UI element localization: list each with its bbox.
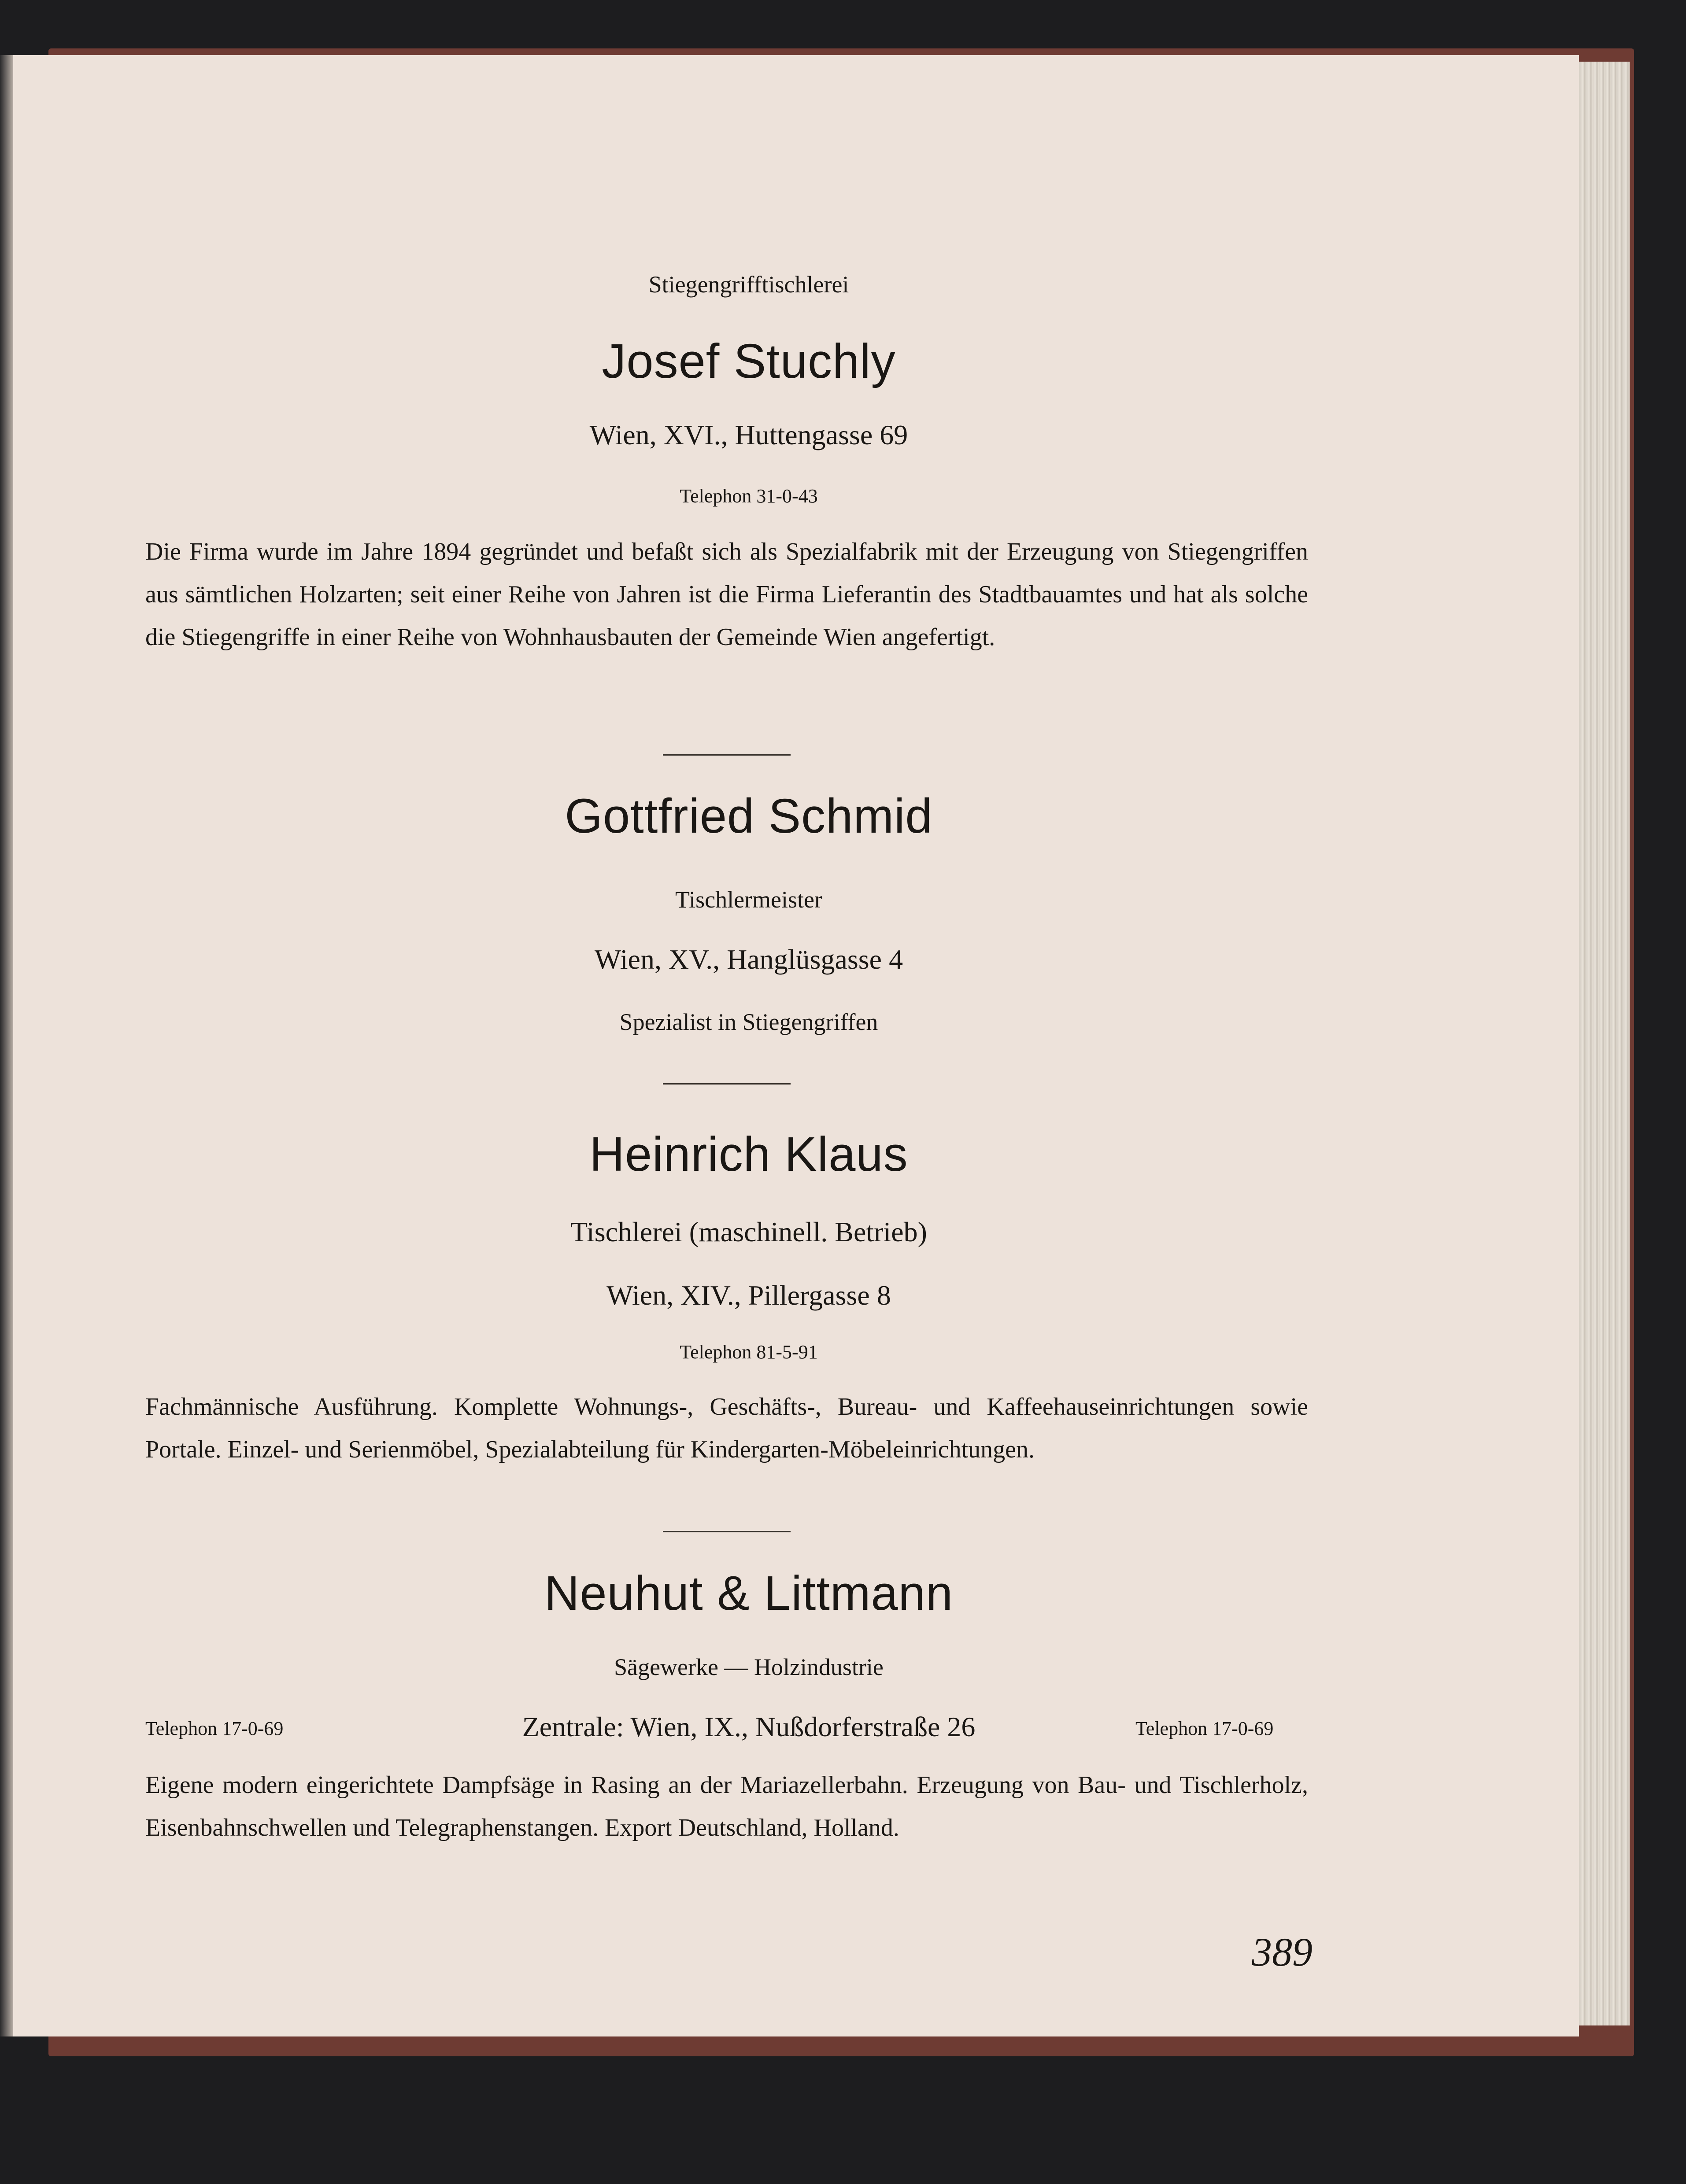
page-content (0, 55, 1579, 2036)
listing-1-name: Josef Stuchly (602, 334, 896, 388)
listing-2-specialty: Spezialist in Stiegengriffen (619, 1009, 878, 1035)
listing-3-address: Wien, XIV., Pillergasse 8 (606, 1280, 891, 1311)
listing-1-telephone: Telephon 31-0-43 (680, 485, 818, 507)
listing-1-label: Stiegengrifftischlerei (648, 271, 849, 298)
separator-rule (663, 754, 791, 756)
book-binding-shadow (0, 55, 13, 2036)
separator-rule (663, 1531, 791, 1532)
listing-4-address: Zentrale: Wien, IX., Nußdorferstraße 26 (522, 1711, 976, 1742)
listing-4-telephone-right: Telephon 17-0-69 (1135, 1718, 1274, 1739)
listing-3-name: Heinrich Klaus (589, 1127, 908, 1181)
listing-3-description: Fachmännische Ausführung. Komplette Wohnungs-, Geschäfts-, Bureau- und Kaffeehauseinrichtungen sowie Portale. Einzel- und Serienmöbel, Spezialabteilung für Kindergarten-Möbeleinrichtungen. (145, 1393, 1308, 1463)
listing-2-name: Gottfried Schmid (565, 789, 933, 843)
listing-4-label: Sägewerke — Holzindustrie (614, 1654, 884, 1680)
listing-1-description: Die Firma wurde im Jahre 1894 gegründet und befaßt sich als Spezialfabrik mit der Erzeugung von Stiegengriffen aus sämtlichen Holzarten; seit einer Reihe von Jahren ist die Firma Lieferantin des Stadtbauamtes und hat als solche die Stiegengriffe in einer Reihe von Wohnhausbauten der Gemeinde Wien angefertigt. (145, 538, 1308, 651)
listing-3-label: Tischlerei (maschinell. Betrieb) (570, 1216, 927, 1247)
listing-2-label: Tischlermeister (675, 886, 822, 913)
separator-rule (663, 1083, 791, 1085)
listing-4-description: Eigene modern eingerichtete Dampfsäge in Rasing an der Mariazellerbahn. Erzeugung von Bau- und Tischlerholz, Eisenbahnschwellen und Telegraphenstangen. Export Deutschland, Holland. (145, 1771, 1308, 1841)
listing-3-telephone: Telephon 81-5-91 (680, 1341, 818, 1363)
listing-1-address: Wien, XVI., Huttengasse 69 (589, 419, 908, 450)
page-number: 389 (1252, 1929, 1313, 1974)
listing-4-name: Neuhut & Littmann (544, 1566, 954, 1620)
page (0, 55, 1579, 2036)
listing-2-address: Wien, XV., Hanglüsgasse 4 (594, 944, 903, 975)
listing-4-telephone-left: Telephon 17-0-69 (145, 1718, 284, 1739)
